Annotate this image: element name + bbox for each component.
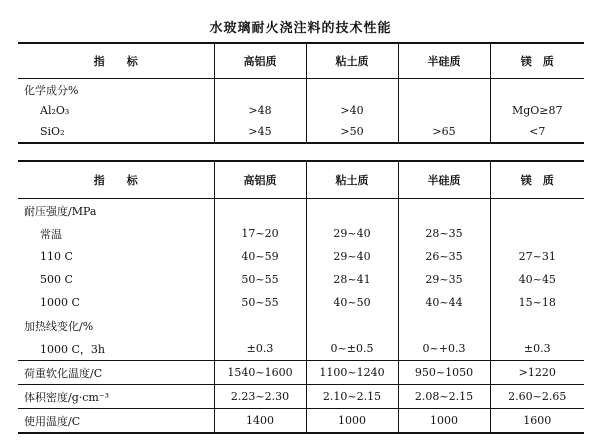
table-cell: 40~50 xyxy=(306,291,398,314)
table-cell: 1000 xyxy=(398,409,490,434)
row-label: 110 C xyxy=(40,250,73,263)
header-cell-high-alumina: 高铝质 xyxy=(214,43,306,79)
row-label: 体积密度/g·cm⁻³ xyxy=(18,385,214,409)
header-cell-magnesia: 镁 质 xyxy=(490,161,584,199)
table-cell: >65 xyxy=(398,121,490,143)
row-label: 1000 C，3h xyxy=(40,342,105,356)
table-cell: 28~35 xyxy=(398,222,490,245)
table-cell: 15~18 xyxy=(490,291,584,314)
table-cell xyxy=(306,314,398,337)
table-cell: 17~20 xyxy=(214,222,306,245)
table-row xyxy=(18,291,584,314)
table-cell xyxy=(398,100,490,121)
table-cell: 1400 xyxy=(214,409,306,434)
table-cell: 50~55 xyxy=(214,291,306,314)
table-cell: >45 xyxy=(214,121,306,143)
row-label: Al₂O₃ xyxy=(40,104,70,117)
row-label: 加热线变化/% xyxy=(24,319,94,333)
header-cell-clay: 粘土质 xyxy=(306,161,398,199)
row-label: 500 C xyxy=(40,273,73,286)
table-cell xyxy=(398,199,490,223)
table-cell: 40~44 xyxy=(398,291,490,314)
table-cell: 1100~1240 xyxy=(306,361,398,385)
row-label: 化学成分% xyxy=(24,83,79,97)
row-label: 常温 xyxy=(40,227,62,241)
header-cell-semi-silica: 半硅质 xyxy=(398,161,490,199)
table-cell: 2.08~2.15 xyxy=(398,385,490,409)
table-cell: 50~55 xyxy=(214,268,306,291)
table-cell: 29~35 xyxy=(398,268,490,291)
row-label: 耐压强度/MPa xyxy=(24,204,97,218)
table-cell: 26~35 xyxy=(398,245,490,268)
header-cell-indicator: 指 标 xyxy=(18,161,214,199)
table-row xyxy=(18,268,584,291)
table-cell: MgO≥87 xyxy=(490,100,584,121)
table-cell: 40~59 xyxy=(214,245,306,268)
table-row xyxy=(18,409,584,434)
table-cell xyxy=(306,199,398,223)
table-header-row xyxy=(18,43,584,79)
table-cell: 29~40 xyxy=(306,222,398,245)
table-cell: >40 xyxy=(306,100,398,121)
header-cell-high-alumina: 高铝质 xyxy=(214,161,306,199)
table-cell: 0~±0.5 xyxy=(306,337,398,361)
table-row xyxy=(18,100,584,121)
table-row xyxy=(18,222,584,245)
table-row xyxy=(18,361,584,385)
header-cell-clay: 粘土质 xyxy=(306,43,398,79)
table-cell: >1220 xyxy=(490,361,584,385)
table-header-row xyxy=(18,161,584,199)
table-cell: 2.10~2.15 xyxy=(306,385,398,409)
table-cell: 0~+0.3 xyxy=(398,337,490,361)
table-cell xyxy=(490,79,584,101)
table-cell: 1600 xyxy=(490,409,584,434)
document-title: 水玻璃耐火浇注料的技术性能 xyxy=(209,21,392,36)
table-cell: ±0.3 xyxy=(214,337,306,361)
table-cell: 40~45 xyxy=(490,268,584,291)
table-cell: >48 xyxy=(214,100,306,121)
table-row xyxy=(18,121,584,143)
row-label: 使用温度/C xyxy=(18,409,214,434)
table-cell: ±0.3 xyxy=(490,337,584,361)
table-cell: 2.60~2.65 xyxy=(490,385,584,409)
table-row xyxy=(18,337,584,361)
header-cell-semi-silica: 半硅质 xyxy=(398,43,490,79)
header-cell-magnesia: 镁 质 xyxy=(490,43,584,79)
table-cell: 28~41 xyxy=(306,268,398,291)
table-row xyxy=(18,314,584,337)
table-row xyxy=(18,385,584,409)
table-cell: 27~31 xyxy=(490,245,584,268)
table-row xyxy=(18,245,584,268)
table-cell xyxy=(214,199,306,223)
table-cell xyxy=(398,79,490,101)
table-cell xyxy=(490,314,584,337)
table-row xyxy=(18,199,584,223)
table-cell xyxy=(306,79,398,101)
row-label: SiO₂ xyxy=(40,125,65,138)
table-row xyxy=(18,79,584,101)
table-cell xyxy=(398,314,490,337)
physical-properties-table xyxy=(18,160,584,434)
table-cell: 29~40 xyxy=(306,245,398,268)
table-cell: <7 xyxy=(490,121,584,143)
table-cell: 1000 xyxy=(306,409,398,434)
table-cell: 2.23~2.30 xyxy=(214,385,306,409)
header-cell-indicator: 指 标 xyxy=(18,43,214,79)
table-cell: >50 xyxy=(306,121,398,143)
table-cell: 1540~1600 xyxy=(214,361,306,385)
table-cell xyxy=(490,222,584,245)
row-label: 荷重软化温度/C xyxy=(18,361,214,385)
table-cell xyxy=(214,314,306,337)
table-cell xyxy=(214,79,306,101)
table-cell xyxy=(490,199,584,223)
table-cell: 950~1050 xyxy=(398,361,490,385)
row-label: 1000 C xyxy=(40,296,80,309)
chemical-composition-table xyxy=(18,42,584,144)
